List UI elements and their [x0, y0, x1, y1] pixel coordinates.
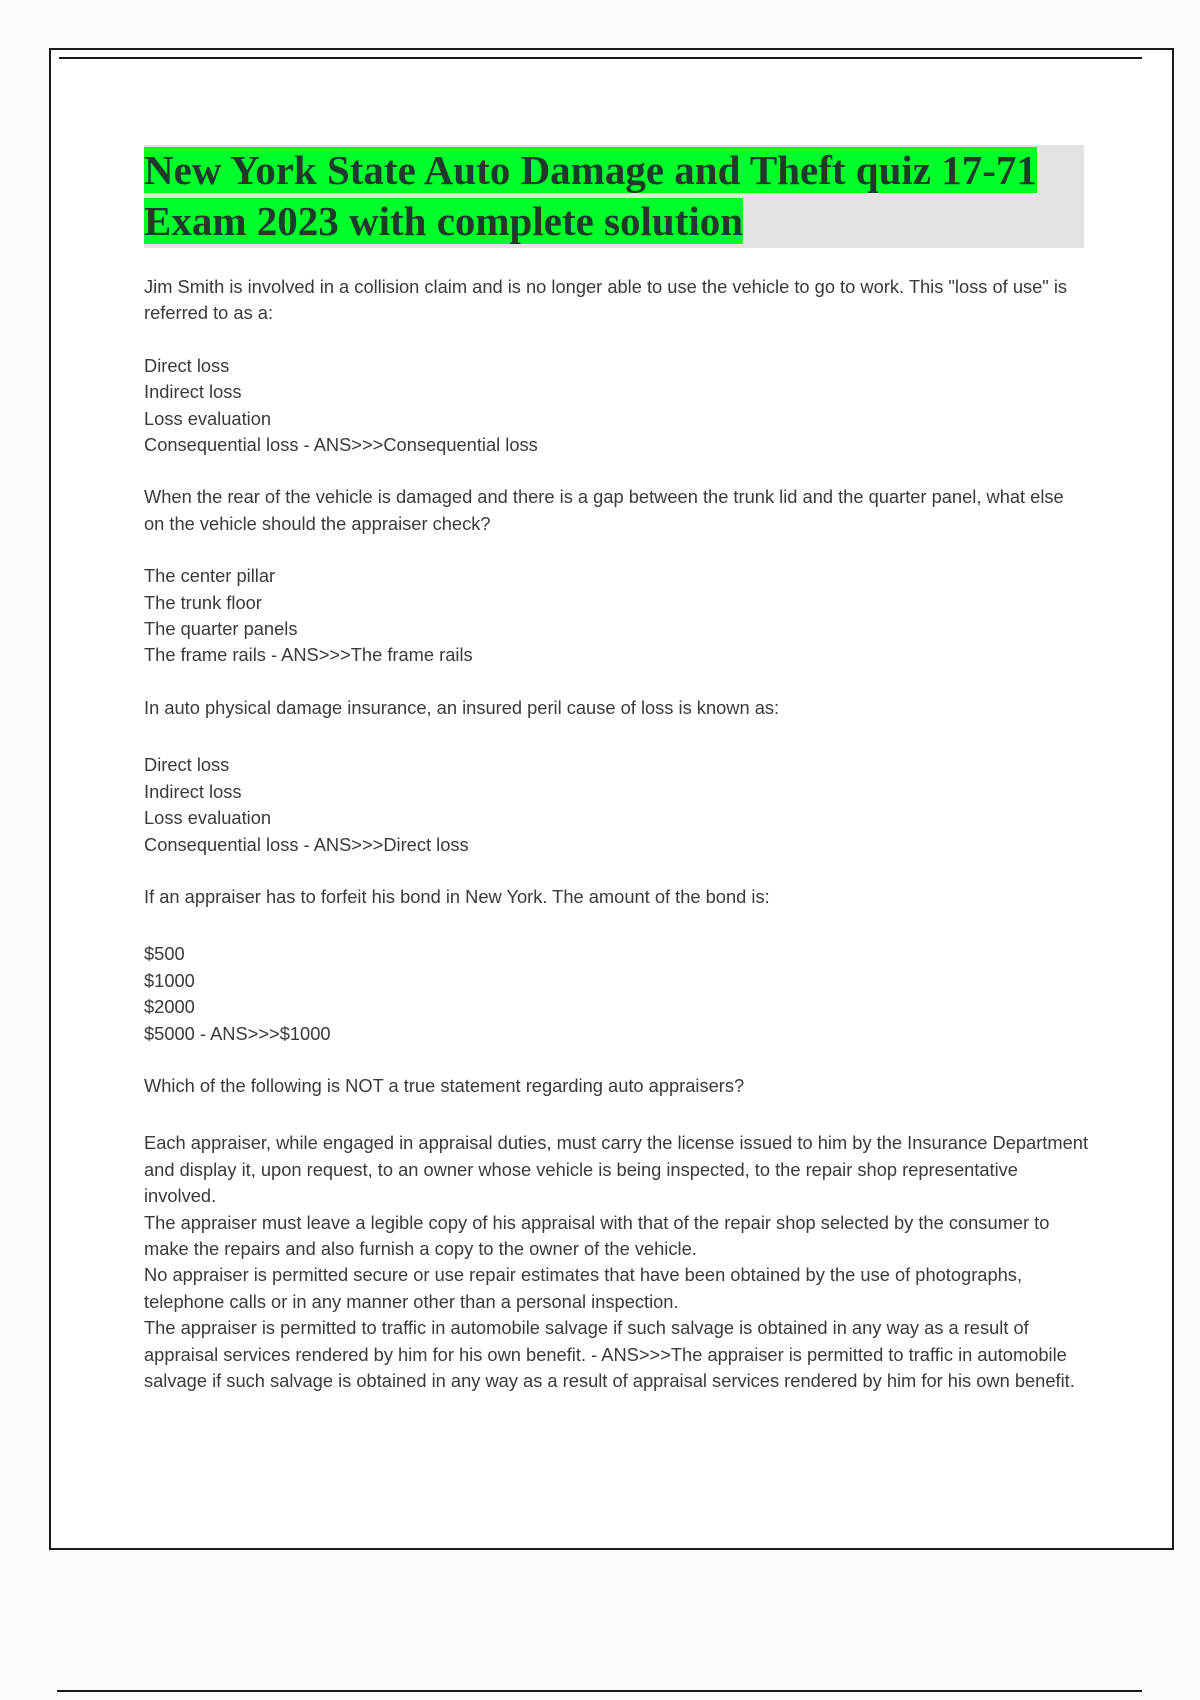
answer-option: Consequential loss - ANS>>>Consequential loss [144, 434, 538, 456]
answer-option: $2000 [144, 996, 195, 1018]
answer-option: No appraiser is permitted secure or use repair estimates that have been obtained by the use of photographs, telephone calls or in any manner other than a personal inspection. [144, 1264, 1023, 1312]
answer-option: The appraiser is permitted to traffic in automobile salvage if such salvage is obtained in any way as a result of appraisal services rendered by him for his own benefit. - ANS>>>The appraiser is permitted to traffic in automobile salvage if such salvage is obtained in any way as a result of appraisal services rendered by him for his own benefit. [144, 1317, 1075, 1391]
answer-option: Direct loss [144, 354, 230, 376]
answer-options [144, 353, 1089, 459]
answer-options [144, 563, 1089, 669]
answer-option: The frame rails - ANS>>>The frame rails [144, 644, 473, 666]
answer-options [144, 941, 1089, 1047]
next-page-top-rule [57, 1690, 1142, 1692]
answer-option: Direct loss [144, 754, 230, 776]
answer-options [144, 752, 1089, 858]
answer-option: Indirect loss [144, 780, 242, 802]
top-rule [59, 57, 1142, 59]
answer-option: $1000 [144, 969, 195, 991]
answer-option: Loss evaluation [144, 407, 272, 429]
answer-option: The trunk floor [144, 591, 262, 613]
answer-option: The quarter panels [144, 618, 298, 640]
title-block [144, 145, 1084, 248]
question-text: If an appraiser has to forfeit his bond in New York. The amount of the bond is: [144, 885, 770, 907]
answer-option: Loss evaluation [144, 807, 272, 829]
answer-option: $500 [144, 943, 185, 965]
answer-option: Each appraiser, while engaged in appraisal duties, must carry the license issued to him by the Insurance Department and display it, upon request, to an owner whose vehicle is being inspected, to the repair shop representative involved. [144, 1132, 1089, 1207]
answer-option: The appraiser must leave a legible copy of his appraisal with that of the repair shop selected by the consumer to make the repairs and also furnish a copy to the owner of the vehicle. [144, 1211, 1050, 1259]
document-page [49, 48, 1174, 1550]
question-text: In auto physical damage insurance, an insured peril cause of loss is known as: [144, 696, 780, 718]
question-text: Jim Smith is involved in a collision claim and is no longer able to use the vehicle to go to work. This "loss of use" is referred to as a: [144, 276, 1068, 324]
answer-option: The center pillar [144, 565, 276, 587]
question-text: When the rear of the vehicle is damaged and there is a gap between the trunk lid and the quarter panel, what else on the vehicle should the appraiser check? [144, 486, 1064, 534]
quiz-content [144, 274, 1089, 1420]
document-title [144, 145, 1069, 247]
answer-option: $5000 - ANS>>>$1000 [144, 1022, 331, 1044]
answer-option: Consequential loss - ANS>>>Direct loss [144, 833, 469, 855]
question-text: Which of the following is NOT a true statement regarding auto appraisers? [144, 1074, 745, 1096]
answer-option: Indirect loss [144, 381, 242, 403]
answer-options [144, 1130, 1089, 1394]
document-title-text: New York State Auto Damage and Theft quiz 17-71 Exam 2023 with complete solution [144, 147, 1037, 244]
